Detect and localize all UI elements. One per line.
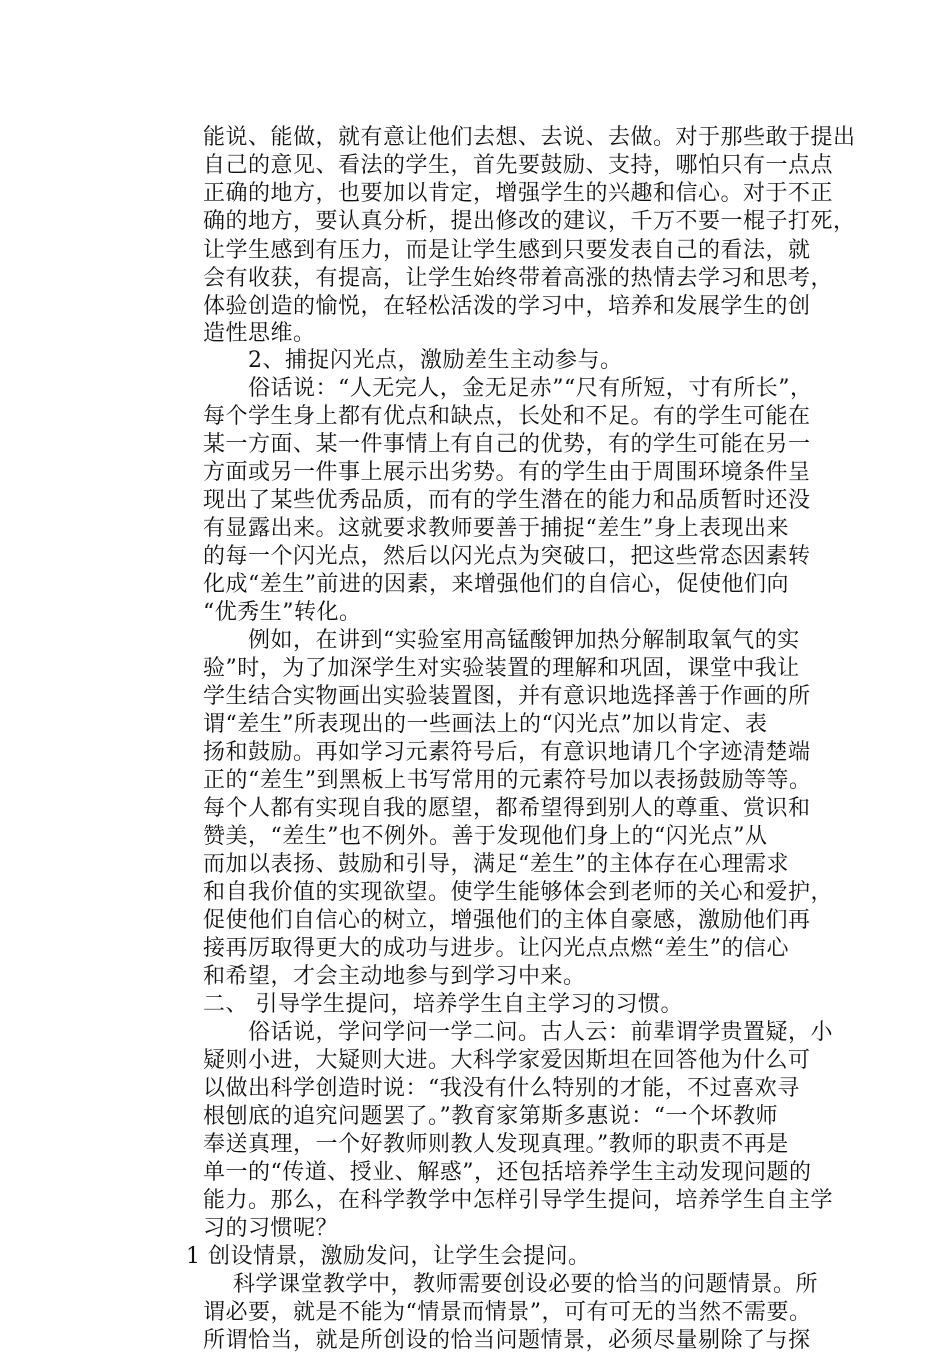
text-line: 确的地方，要认真分析，提出修改的建议，千万不要一棍子打死， xyxy=(203,209,856,234)
text-line: 谓“差生”所表现出的一些画法上的“闪光点”加以肯定、表 xyxy=(203,712,768,737)
section-heading: 2、捕捉闪光点，激励差生主动参与。 xyxy=(248,348,623,373)
text-line: 造性思维。 xyxy=(203,321,316,346)
text-line: 和自我价值的实现欲望。使学生能够体会到老师的关心和爱护， xyxy=(203,880,834,905)
text-line: 赞美，“差生”也不例外。善于发现他们身上的“闪光点”从 xyxy=(203,824,768,849)
text-line: “优秀生”转化。 xyxy=(203,600,362,625)
text-line: 每个学生身上都有优点和缺点，长处和不足。有的学生可能在 xyxy=(203,404,811,429)
text-line: 验”时，为了加深学生对实验装置的理解和巩固，课堂中我让 xyxy=(203,656,800,681)
text-line: 俗话说，学问学问一学二问。古人云：前辈谓学贵置疑，小 xyxy=(248,1020,834,1045)
text-line: 现出了某些优秀品质，而有的学生潜在的能力和品质暂时还没 xyxy=(203,488,811,513)
text-line: 能力。那么，在科学教学中怎样引导学生提问，培养学生自主学 xyxy=(203,1188,834,1213)
text-line: 化成“差生”前进的因素，来增强他们的自信心，促使他们向 xyxy=(203,572,789,597)
text-line: 会有收获，有提高，让学生始终带着高涨的热情去学习和思考， xyxy=(203,266,834,291)
section-heading: 二、 引导学生提问，培养学生自主学习的习惯。 xyxy=(203,992,683,1017)
text-line: 而加以表扬、鼓励和引导，满足“差生”的主体存在心理需求 xyxy=(203,852,789,877)
text-line: 促使他们自信心的树立，增强他们的主体自豪感，激励他们再 xyxy=(203,908,811,933)
text-line: 让学生感到有压力，而是让学生感到只要发表自己的看法，就 xyxy=(203,238,811,263)
text-line: 俗话说：“人无完人，金无足赤”“尺有所短，寸有所长”， xyxy=(248,376,813,401)
text-line: 科学课堂教学中，教师需要创设必要的恰当的问题情景。所 xyxy=(233,1272,819,1297)
text-line: 正的“差生”到黑板上书写常用的元素符号加以表扬鼓励等等。 xyxy=(203,768,812,793)
text-line: 和希望，才会主动地参与到学习中来。 xyxy=(203,964,586,989)
section-heading: 1 创设情景，激励发问，让学生会提问。 xyxy=(186,1244,591,1269)
text-line: 能说、能做，就有意让他们去想、去说、去做。对于那些敢于提出 xyxy=(203,125,856,150)
text-line: 某一方面、某一件事情上有自己的优势，有的学生可能在另一 xyxy=(203,432,811,457)
text-line: 接再厉取得更大的成功与进步。让闪光点点燃“差生”的信心 xyxy=(203,936,789,961)
text-line: 以做出科学创造时说：“我没有什么特别的才能，不过喜欢寻 xyxy=(203,1076,800,1101)
text-line: 自己的意见、看法的学生，首先要鼓励、支持，哪怕只有一点点 xyxy=(203,153,834,178)
text-line: 所谓恰当，就是所创设的恰当问题情景，必须尽量剔除了与探 xyxy=(203,1328,811,1353)
text-line: 谓必要，就是不能为“情景而情景”，可有可无的当然不需要。 xyxy=(203,1300,812,1325)
text-line: 单一的“传道、授业、解惑”，还包括培养学生主动发现问题的 xyxy=(203,1160,812,1185)
text-line: 方面或另一件事上展示出劣势。有的学生由于周围环境条件呈 xyxy=(203,460,811,485)
text-line: 有显露出来。这就要求教师要善于捕捉“差生”身上表现出来 xyxy=(203,516,789,541)
text-line: 学生结合实物画出实验装置图，并有意识地选择善于作画的所 xyxy=(203,684,811,709)
text-line: 疑则小进，大疑则大进。大科学家爱因斯坦在回答他为什么可 xyxy=(203,1048,811,1073)
text-line: 扬和鼓励。再如学习元素符号后，有意识地请几个字迹清楚端 xyxy=(203,740,811,765)
text-line: 奉送真理，一个好教师则教人发现真理。”教师的职责不再是 xyxy=(203,1132,789,1157)
text-line: 体验创造的愉悦，在轻松活泼的学习中，培养和发展学生的创 xyxy=(203,294,811,319)
text-line: 习的习惯呢？ xyxy=(203,1216,339,1241)
text-line: 每个人都有实现自我的愿望，都希望得到别人的尊重、赏识和 xyxy=(203,796,811,821)
text-line: 根刨底的追究问题罢了。”教育家第斯多惠说：“一个坏教师 xyxy=(203,1104,778,1129)
text-line: 正确的地方，也要加以肯定，增强学生的兴趣和信心。对于不正 xyxy=(203,181,834,206)
text-line: 的每一个闪光点，然后以闪光点为突破口，把这些常态因素转 xyxy=(203,544,811,569)
text-line: 例如，在讲到“实验室用高锰酸钾加热分解制取氧气的实 xyxy=(248,628,800,653)
